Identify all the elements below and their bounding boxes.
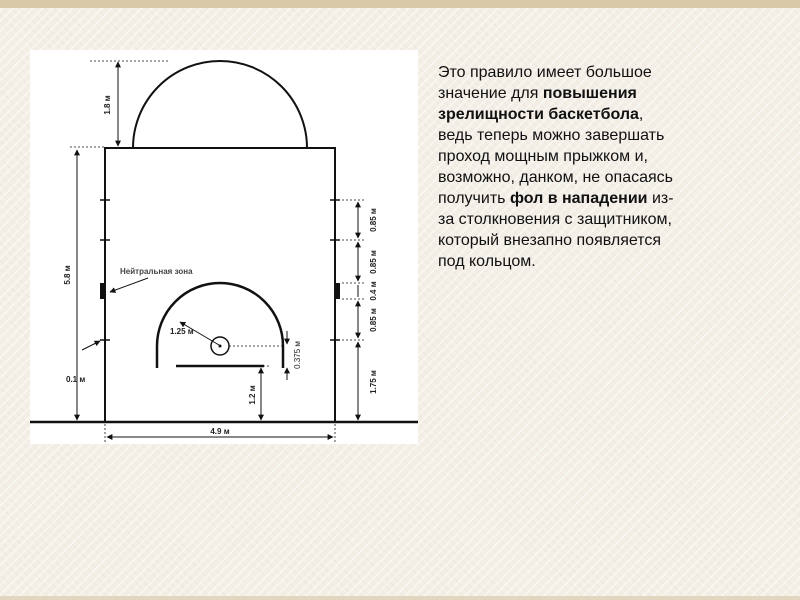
left-bottom-label: 0.1 м	[66, 375, 86, 384]
body-text-part-1: Это правило имеет большое значение для	[438, 64, 652, 102]
slide-top-band	[0, 0, 800, 8]
bottom-width-label: 4.9 м	[210, 427, 230, 436]
slide-body-text	[438, 62, 678, 272]
body-text-bold-2: фол в нападении	[509, 190, 648, 207]
neutral-zone-label: Нейтральная зона	[120, 267, 193, 276]
neutral-zone-pointer	[110, 278, 148, 292]
neutral-radius-label: 1.25 м	[170, 327, 194, 336]
ring-offset-label: 0.375 м	[293, 341, 302, 369]
right-mid-2-label: 0.4 м	[369, 281, 378, 301]
left-height-label: 5.8 м	[63, 265, 72, 285]
court-diagram	[30, 50, 418, 444]
right-bottom-label: 1.75 м	[369, 370, 378, 394]
free-throw-lane	[105, 148, 335, 422]
right-mid-3-label: 0.85 м	[369, 308, 378, 332]
court-diagram-svg	[30, 50, 418, 444]
top-arc-height-label: 1.8 м	[103, 95, 112, 115]
right-top-label: 0.85 м	[369, 208, 378, 232]
ring-to-line-label: 1.2 м	[248, 385, 257, 405]
free-throw-arc	[133, 61, 307, 148]
body-text-bold-1: повышения зрелищности баскетбола	[438, 85, 639, 123]
body-text-part-3: из-за столкновения с защитником, который внезапно появляется под кольцом.	[438, 190, 674, 270]
right-mid-1-label: 0.85 м	[369, 250, 378, 274]
left-block	[100, 283, 105, 299]
right-block	[335, 283, 340, 299]
left-bottom-pointer	[82, 341, 100, 350]
body-text-part-2: , ведь теперь можно завершать проход мощным прыжком и, возможно, данком, не опасаясь получить	[438, 106, 673, 207]
slide-bottom-band	[0, 596, 800, 600]
